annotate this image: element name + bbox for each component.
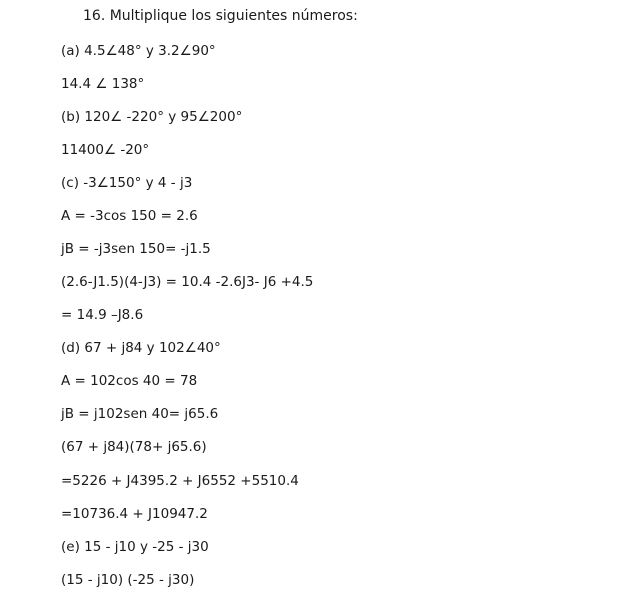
line-a-problem: (a) 4.5∠48° y 3.2∠90° xyxy=(61,43,216,59)
line-e-product: (15 - j10) (-25 - j30) xyxy=(61,572,195,588)
line-c-imag-part: jB = -j3sen 150= -j1.5 xyxy=(61,241,211,257)
line-d-expansion: =5226 + J4395.2 + J6552 +5510.4 xyxy=(61,473,299,489)
line-d-problem: (d) 67 + j84 y 102∠40° xyxy=(61,340,221,356)
line-b-answer: 11400∠ -20° xyxy=(61,142,150,158)
line-a-answer: 14.4 ∠ 138° xyxy=(61,76,145,92)
line-c-result: = 14.9 –J8.6 xyxy=(61,307,144,323)
line-c-problem: (c) -3∠150° y 4 - j3 xyxy=(61,175,193,191)
line-c-product: (2.6-J1.5)(4-J3) = 10.4 -2.6J3- J6 +4.5 xyxy=(61,274,314,290)
line-d-result: =10736.4 + J10947.2 xyxy=(61,506,208,522)
line-b-problem: (b) 120∠ -220° y 95∠200° xyxy=(61,109,243,125)
line-c-real-part: A = -3cos 150 = 2.6 xyxy=(61,208,198,224)
line-d-imag-part: jB = j102sen 40= j65.6 xyxy=(61,406,219,422)
problem-heading: 16. Multiplique los siguientes números: xyxy=(83,8,358,24)
line-d-real-part: A = 102cos 40 = 78 xyxy=(61,373,198,389)
line-e-problem: (e) 15 - j10 y -25 - j30 xyxy=(61,539,209,555)
line-d-product: (67 + j84)(78+ j65.6) xyxy=(61,439,207,455)
